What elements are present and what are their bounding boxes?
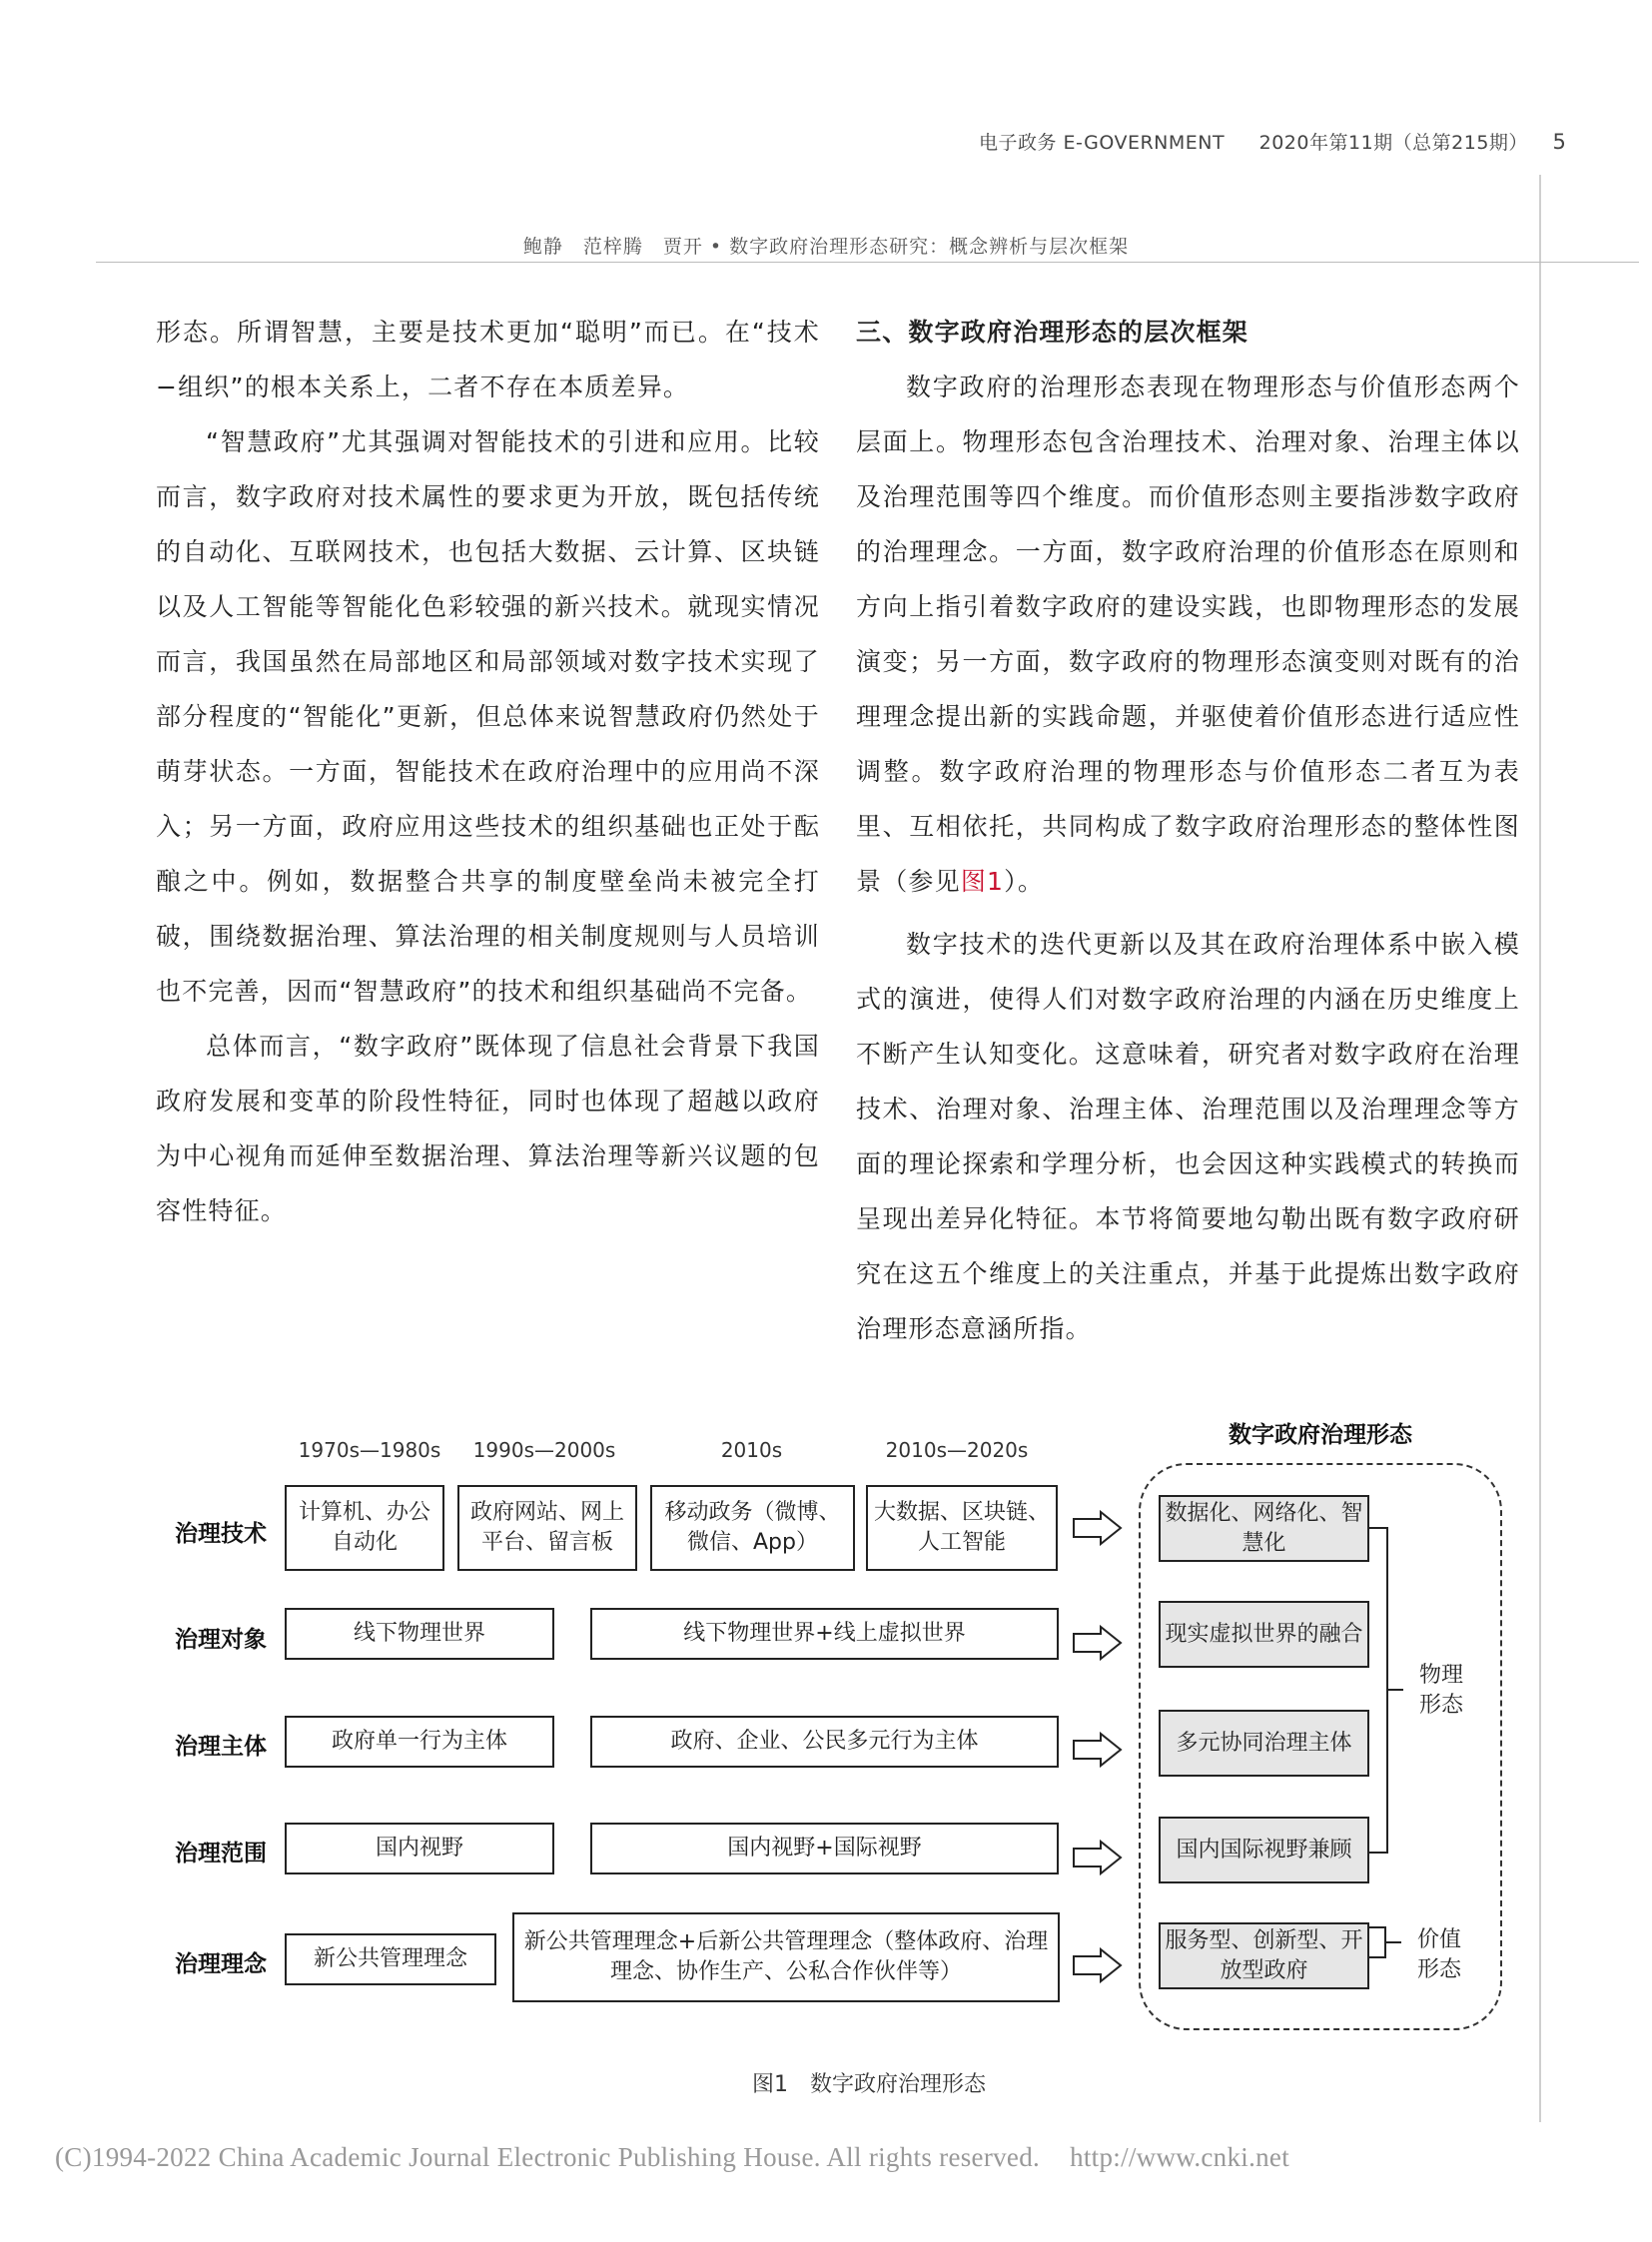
outcome-box-scope: 国内国际视野兼顾 bbox=[1159, 1817, 1369, 1883]
subject-cell-late: 政府、企业、公民多元行为主体 bbox=[590, 1716, 1059, 1768]
double-arrow-icon bbox=[1074, 1842, 1121, 1873]
outcome-arrows bbox=[1071, 1508, 1131, 2007]
object-cell-early: 线下物理世界 bbox=[285, 1608, 554, 1660]
row-label-governance-philosophy: 治理理念 bbox=[175, 1951, 267, 1977]
tech-cell-2020s: 大数据、区块链、人工智能 bbox=[866, 1485, 1058, 1571]
era-label: 2010s bbox=[720, 1438, 783, 1462]
tech-cell-1970s: 计算机、办公自动化 bbox=[285, 1485, 444, 1571]
right-paragraph-1 bbox=[856, 360, 1520, 909]
philosophy-cell-late: 新公共管理理念+后新公共管理理念（整体政府、治理理念、协作生产、公私合作伙伴等） bbox=[512, 1912, 1060, 2002]
left-paragraph-1: 形态。所谓智慧，主要是技术更加“聪明”而已。在“技术−组织”的根本关系上，二者不存在本质差异。 bbox=[156, 318, 820, 401]
left-paragraph-3: 总体而言，“数字政府”既体现了信息社会背景下我国政府发展和变革的阶段性特征，同时也体现了超越以政府为中心视角而延伸至数据治理、算法治理等新兴议题的包容性特征。 bbox=[156, 1032, 820, 1225]
row-label-governance-subject: 治理主体 bbox=[175, 1734, 267, 1760]
journal-header bbox=[979, 128, 1566, 155]
copyright-text: (C)1994-2022 China Academic Journal Electronic Publishing House. All rights reserved. bbox=[55, 2142, 1041, 2172]
tech-cell-2010s: 移动政务（微博、微信、App） bbox=[650, 1485, 855, 1571]
right-column bbox=[856, 305, 1520, 1356]
scope-cell-late: 国内视野+国际视野 bbox=[590, 1823, 1059, 1874]
era-label: 1990s—2000s bbox=[472, 1438, 616, 1462]
group-label-value: 价值形态 bbox=[1416, 1927, 1461, 1982]
double-arrow-icon bbox=[1074, 1627, 1121, 1659]
row-label-governance-scope: 治理范围 bbox=[175, 1841, 267, 1867]
issue-info: 2020年第11期（总第215期） bbox=[1258, 132, 1528, 154]
philosophy-cell-early: 新公共管理理念 bbox=[285, 1933, 496, 1985]
cnki-url-link[interactable]: http://www.cnki.net bbox=[1070, 2142, 1289, 2172]
row-label-governance-technology: 治理技术 bbox=[175, 1521, 267, 1547]
left-paragraph-2: “智慧政府”尤其强调对智能技术的引进和应用。比较而言，数字政府对技术属性的要求更为开放，既包括传统的自动化、互联网技术，也包括大数据、云计算、区块链以及人工智能等智能化色彩较强的新兴技术。就现实情况而言，我国虽然在局部地区和局部领域对数字技术实现了部分程度的“智能化”更新，但总体来说智慧政府仍然处于萌芽状态。一方面，智能技术在政府治理中的应用尚不深入；另一方面，政府应用这些技术的组织基础也正处于酝酿之中。例如，数据整合共享的制度壁垒尚未被完全打破，围绕数据治理、算法治理的相关制度规则与人员培训也不完善，因而“智慧政府”的技术和组织基础尚不完备。 bbox=[156, 427, 820, 1006]
right-paragraph-1-text: 数字政府的治理形态表现在物理形态与价值形态两个层面上。物理形态包含治理技术、治理对象、治理主体以及治理范围等四个维度。而价值形态则主要指涉数字政府的治理理念。一方面，数字政府治理的价值形态在原则和方向上指引着数字政府的建设实践，也即物理形态的发展演变；另一方面，数字政府的物理形态演变则对既有的治理理念提出新的实践命题，并驱使着价值形态进行适应性调整。数字政府治理的物理形态与价值形态二者互为表里、互相依托，共同构成了数字政府治理形态的整体性图景（参见 bbox=[856, 373, 1520, 896]
outcome-box-philosophy: 服务型、创新型、开放型政府 bbox=[1159, 1922, 1369, 1989]
right-paragraph-1-end: ）。 bbox=[1004, 867, 1045, 896]
double-arrow-icon bbox=[1074, 1949, 1121, 1981]
tech-cell-1990s: 政府网站、网上平台、留言板 bbox=[457, 1485, 637, 1571]
row-label-governance-object: 治理对象 bbox=[175, 1627, 267, 1653]
right-paragraph-2: 数字技术的迭代更新以及其在政府治理体系中嵌入模式的演进，使得人们对数字政府治理的内涵在历史维度上不断产生认知变化。这意味着，研究者对数字政府在治理技术、治理对象、治理主体、治理范围以及治理理念等方面的理论探索和学理分析，也会因这种实践模式的转换而呈现出差异化特征。本节将简要地勾勒出既有数字政府研究在这五个维度上的关注重点，并基于此提炼出数字政府治理形态意涵所指。 bbox=[856, 930, 1520, 1343]
era-label: 2010s—2020s bbox=[885, 1438, 1029, 1462]
physical-bracket bbox=[1369, 1528, 1387, 1853]
scope-cell-early: 国内视野 bbox=[285, 1823, 554, 1874]
figure-caption bbox=[0, 2067, 1652, 2098]
value-bracket bbox=[1369, 1927, 1385, 1957]
header-divider bbox=[96, 262, 1639, 263]
figure-caption-number: 图1 bbox=[751, 2072, 788, 2097]
era-label: 1970s—1980s bbox=[298, 1438, 441, 1462]
page-number: 5 bbox=[1552, 130, 1567, 154]
subject-cell-early: 政府单一行为主体 bbox=[285, 1716, 554, 1768]
left-column bbox=[156, 305, 820, 1238]
copyright-footer bbox=[55, 2142, 1289, 2173]
running-title: 鲍静 范梓腾 贾开 • 数字政府治理形态研究：概念辨析与层次框架 bbox=[522, 236, 1130, 258]
section-heading: 三、数字政府治理形态的层次框架 bbox=[856, 318, 1249, 347]
double-arrow-icon bbox=[1074, 1734, 1121, 1766]
journal-name: 电子政务 E-GOVERNMENT bbox=[979, 132, 1226, 154]
figure-reference-link[interactable]: 图1 bbox=[960, 867, 1005, 896]
outcome-box-subject: 多元协同治理主体 bbox=[1159, 1710, 1369, 1777]
object-cell-late: 线下物理世界+线上虚拟世界 bbox=[590, 1608, 1059, 1660]
group-label-physical: 物理形态 bbox=[1418, 1663, 1463, 1718]
outcome-box-technology: 数据化、网络化、智慧化 bbox=[1159, 1495, 1369, 1562]
margin-rule bbox=[1539, 175, 1541, 2122]
double-arrow-icon bbox=[1074, 1512, 1121, 1544]
group-brackets bbox=[1369, 1518, 1419, 1967]
figure-title: 数字政府治理形态 bbox=[1229, 1422, 1412, 1448]
outcome-box-object: 现实虚拟世界的融合 bbox=[1159, 1601, 1369, 1668]
figure-caption-text: 数字政府治理形态 bbox=[809, 2072, 986, 2097]
